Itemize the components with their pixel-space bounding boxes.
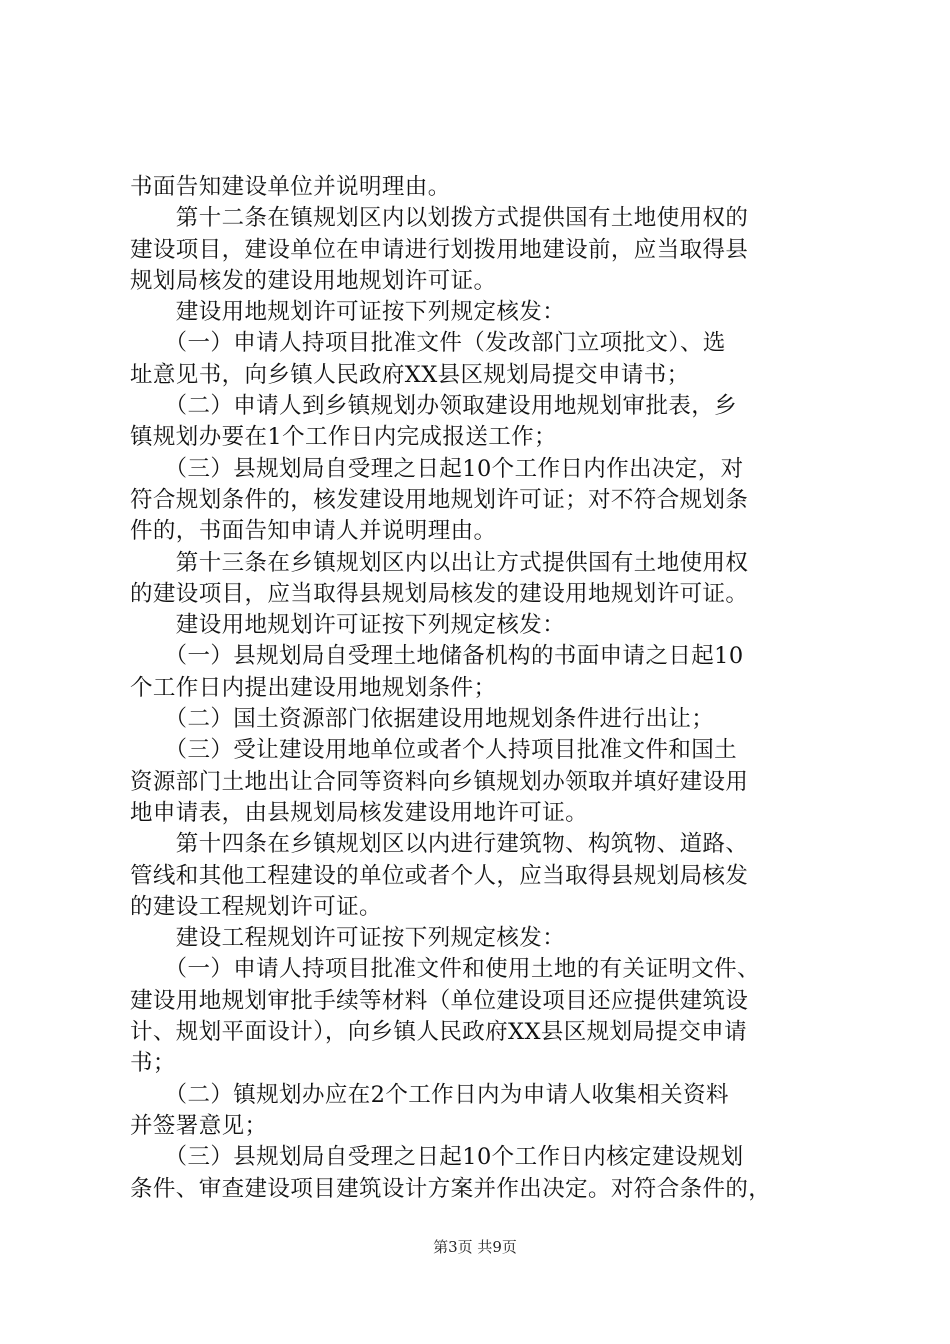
text-line: 的建设工程规划许可证。 bbox=[130, 893, 382, 920]
text-line: （一）县规划局自受理土地储备机构的书面申请之日起10 bbox=[130, 643, 744, 670]
text-line: 址意见书，向乡镇人民政府XX县区规划局提交申请书； bbox=[130, 361, 690, 388]
text-line: 计、规划平面设计），向乡镇人民政府XX县区规划局提交申请 bbox=[130, 1019, 747, 1046]
text-line: （二）镇规划办应在2个工作日内为申请人收集相关资料 bbox=[130, 1081, 729, 1108]
text-line: （二）申请人到乡镇规划办领取建设用地规划审批表，乡 bbox=[130, 393, 738, 420]
text-line: （三）受让建设用地单位或者个人持项目批准文件和国土 bbox=[130, 737, 738, 764]
text-line: 符合规划条件的，核发建设用地规划许可证；对不符合规划条 bbox=[130, 486, 749, 513]
text-line: 个工作日内提出建设用地规划条件； bbox=[130, 674, 497, 701]
text-line: 第十二条在镇规划区内以划拨方式提供国有土地使用权的 bbox=[130, 205, 749, 232]
text-line: （三）县规划局自受理之日起10个工作日内核定建设规划 bbox=[130, 1144, 744, 1171]
text-line: 第十四条在乡镇规划区以内进行建筑物、构筑物、道路、 bbox=[130, 831, 749, 858]
text-line: 管线和其他工程建设的单位或者个人，应当取得县规划局核发 bbox=[130, 862, 749, 889]
text-line: 并签署意见； bbox=[130, 1112, 268, 1139]
text-line: 第十三条在乡镇规划区内以出让方式提供国有土地使用权 bbox=[130, 549, 749, 576]
text-line: 建设项目，建设单位在申请进行划拨用地建设前，应当取得县 bbox=[130, 236, 749, 263]
text-line: 镇规划办要在1个工作日内完成报送工作； bbox=[130, 424, 557, 451]
text-line: 条件、审查建设项目建筑设计方案并作出决定。对符合条件的， bbox=[130, 1175, 772, 1202]
document-body bbox=[130, 172, 835, 1205]
text-line: 规划局核发的建设用地规划许可证。 bbox=[130, 267, 497, 294]
text-line: （二）国土资源部门依据建设用地规划条件进行出让； bbox=[130, 706, 715, 733]
text-line: （一）申请人持项目批准文件和使用土地的有关证明文件、 bbox=[130, 956, 760, 983]
page-number-footer: 第3页 共9页 bbox=[433, 1238, 517, 1256]
text-line: （一）申请人持项目批准文件（发改部门立项批文）、选 bbox=[130, 330, 726, 357]
text-line: 件的，书面告知申请人并说明理由。 bbox=[130, 518, 497, 545]
text-line: 建设用地规划许可证按下列规定核发： bbox=[130, 299, 566, 326]
text-line: 建设工程规划许可证按下列规定核发： bbox=[130, 925, 566, 952]
text-line: 书； bbox=[130, 1050, 176, 1077]
text-line: 资源部门土地出让合同等资料向乡镇规划办领取并填好建设用 bbox=[130, 768, 749, 795]
text-line: （三）县规划局自受理之日起10个工作日内作出决定，对 bbox=[130, 455, 744, 482]
text-line: 地申请表，由县规划局核发建设用地许可证。 bbox=[130, 799, 589, 826]
text-line: 建设用地规划许可证按下列规定核发： bbox=[130, 612, 566, 639]
text-line: 建设用地规划审批手续等材料（单位建设项目还应提供建筑设 bbox=[130, 987, 749, 1014]
text-line: 书面告知建设单位并说明理由。 bbox=[130, 174, 451, 200]
text-line: 的建设项目，应当取得县规划局核发的建设用地规划许可证。 bbox=[130, 580, 749, 607]
